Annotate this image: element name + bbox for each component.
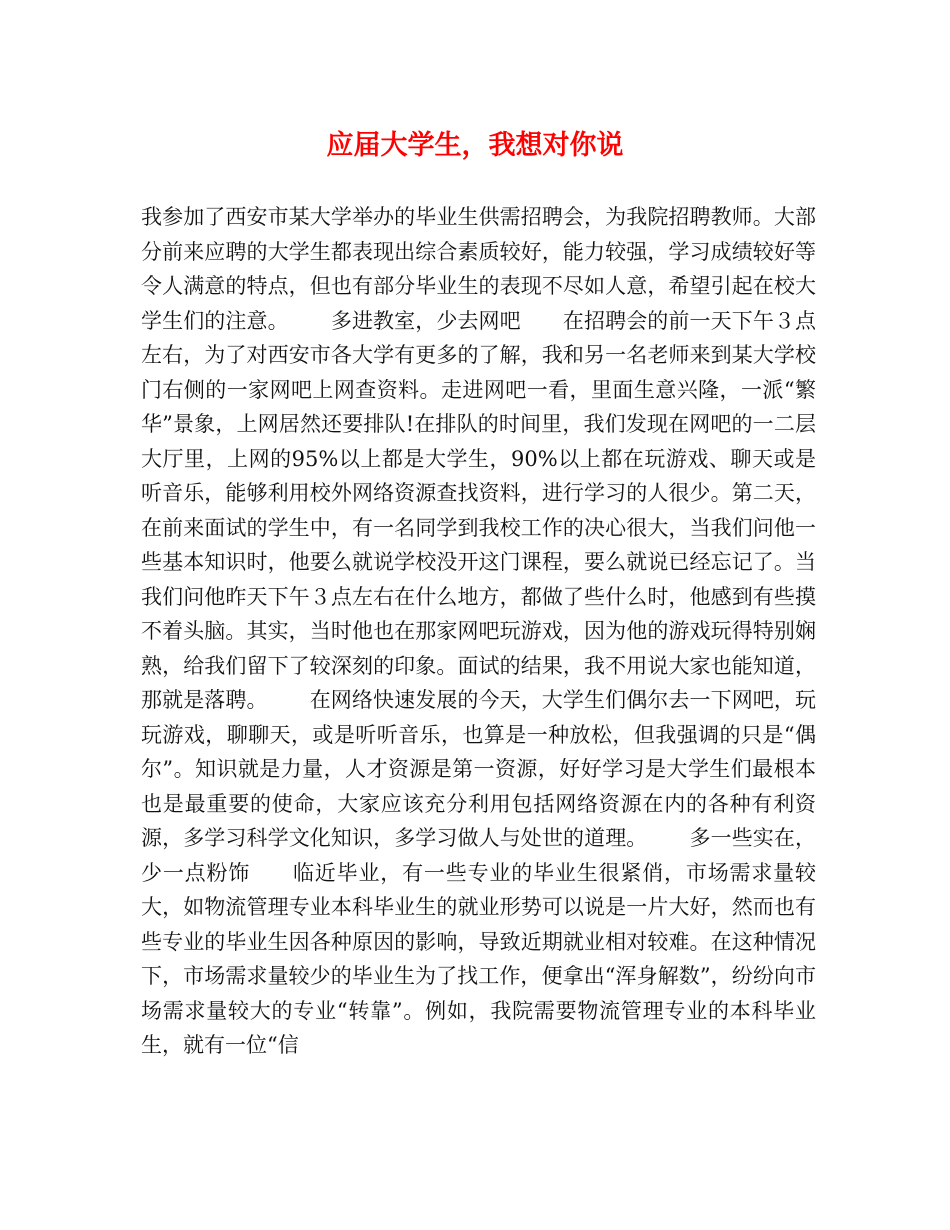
body-paragraph bbox=[141, 200, 816, 1063]
text-segment-4: 临近毕业，有一些专业的毕业生很紧俏，市场需求量较大，如物流管理专业本科毕业生的就业形势可以说是一片大好，然而也有些专业的毕业生因各种原因的影响，导致近期就业相对较难。在这种情况下，市场需求量较少的毕业生为了找工作，便拿出“浑身解数”，纷纷向市场需求量较大的专业“转靠”。例如，我院需要物流管理专业的本科毕业生，就有一位“信 bbox=[141, 860, 817, 1057]
document-title: 应届大学生，我想对你说 bbox=[326, 130, 624, 161]
section-heading-practical: 多一些实在，少一点粉饰 bbox=[141, 826, 817, 885]
text-segment-2: 在招聘会的前一天下午３点左右，为了对西安市各大学有更多的了解，我和另一名老师来到某大学校门右侧的一家网吧上网查资料。走进网吧一看，里面生意兴隆，一派“繁华”景象，上网居然还要排队!在排队的时间里，我们发现在网吧的一二层大厅里，上网的95%以上都是大学生，90%以上都在玩游戏、聊天或是听音乐，能够利用校外网络资源查找资料，进行学习的人很少。第二天，在前来面试的学生中，有一名同学到我校工作的决心很大，当我们问他一些基本知识时，他要么就说学校没开这门课程，要么就说已经忘记了。当我们问他昨天下午３点左右在什么地方，都做了些什么时，他感到有些摸不着头脑。其实，当时他也在那家网吧玩游戏，因为他的游戏玩得特别娴熟，给我们留下了较深刻的印象。面试的结果，我不用说大家也能知道，那就是落聘。 bbox=[141, 308, 817, 712]
text-segment-3: 在网络快速发展的今天，大学生们偶尔去一下网吧，玩玩游戏，聊聊天，或是听听音乐，也算是一种放松，但我强调的只是“偶尔”。知识就是力量，人才资源是第一资源，好好学习是大学生们最根本也是最重要的使命，大家应该充分利用包括网络资源在内的各种有利资源，多学习科学文化知识，多学习做人与处世的道理。 bbox=[141, 688, 817, 850]
section-heading-internet-cafe: 多进教室，少去网吧 bbox=[330, 308, 521, 333]
text-segment-1: 我参加了西安市某大学举办的毕业生供需招聘会，为我院招聘教师。大部分前来应聘的大学生都表现出综合素质较好，能力较强，学习成绩较好等令人满意的特点，但也有部分毕业生的表现不尽如人意，希望引起在校大学生们的注意。 bbox=[141, 205, 816, 333]
